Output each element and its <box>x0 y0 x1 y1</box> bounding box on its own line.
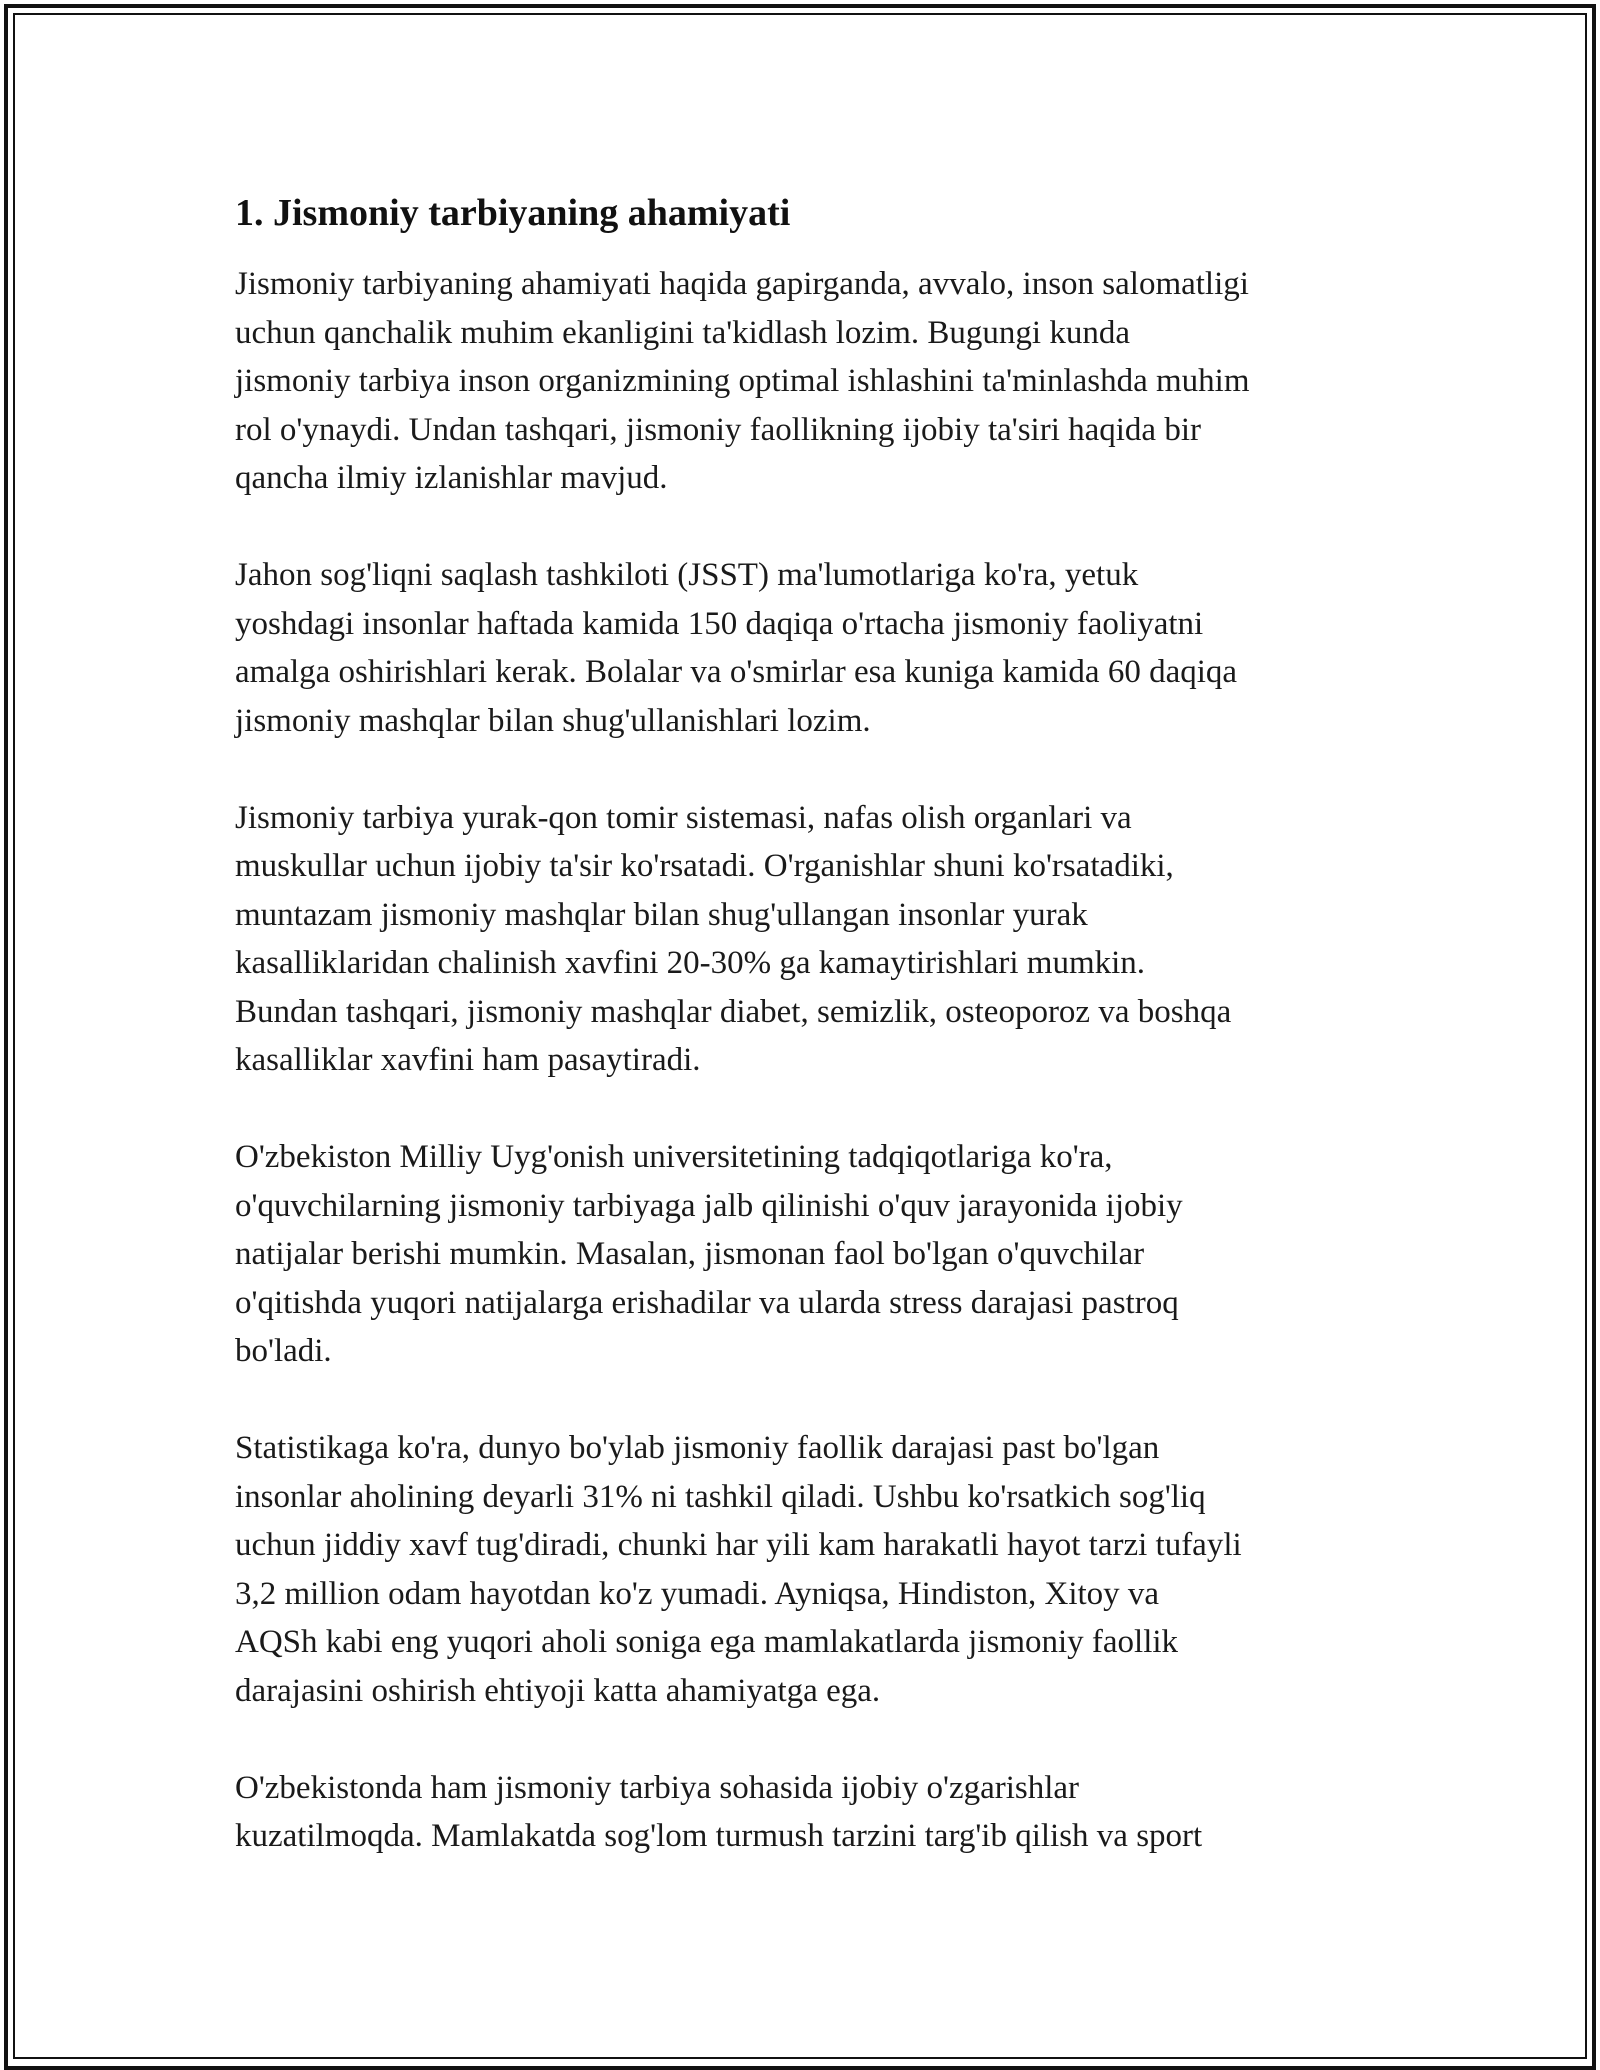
paragraph-5 <box>235 1424 1375 1715</box>
text-line: uchun qanchalik muhim ekanligini ta'kidlash lozim. Bugungi kunda <box>235 314 1130 351</box>
text-line: jismoniy tarbiya inson organizmining optimal ishlashini ta'minlashda muhim <box>235 363 1250 399</box>
text-line: yoshdagi insonlar haftada kamida 150 daqiqa o'rtacha jismoniy faoliyatni <box>235 605 1204 642</box>
paragraph-1 <box>235 260 1375 503</box>
text-line: muntazam jismoniy mashqlar bilan shug'ullangan insonlar yurak <box>235 896 1088 933</box>
text-line: O'zbekistonda ham jismoniy tarbiya sohasida ijobiy o'zgarishlar <box>235 1769 1080 1806</box>
text-line: Jahon sog'liqni saqlash tashkiloti (JSST) ma'lumotlariga ko'ra, yetuk <box>235 557 1139 593</box>
text-line: insonlar aholining deyarli 31% ni tashkil qiladi. Ushbu ko'rsatkich sog'liq <box>235 1478 1206 1515</box>
text-line: amalga oshirishlari kerak. Bolalar va o'smirlar esa kuniga kamida 60 daqiqa <box>235 654 1238 690</box>
text-line: kuzatilmoqda. Mamlakatda sog'lom turmush tarzini targ'ib qilish va sport <box>235 1818 1203 1854</box>
text-line: Jismoniy tarbiya yurak-qon tomir sistemasi, nafas olish organlari va <box>235 799 1132 836</box>
text-line: uchun jiddiy xavf tug'diradi, chunki har yili kam harakatli hayot tarzi tufayli <box>235 1527 1242 1563</box>
text-line: qancha ilmiy izlanishlar mavjud. <box>235 460 668 496</box>
paragraph-4 <box>235 1133 1375 1376</box>
text-line: muskullar uchun ijobiy ta'sir ko'rsatadi. O'rganishlar shuni ko'rsatadiki, <box>235 848 1174 884</box>
paragraph-6 <box>235 1764 1375 1861</box>
text-line: natijalar berishi mumkin. Masalan, jismonan faol bo'lgan o'quvchilar <box>235 1236 1145 1272</box>
text-line: 3,2 million odam hayotdan ko'z yumadi. Ayniqsa, Hindiston, Xitoy va <box>235 1575 1160 1612</box>
text-line: AQSh kabi eng yuqori aholi soniga ega mamlakatlarda jismoniy faollik <box>235 1624 1179 1660</box>
document-body <box>235 188 1375 1909</box>
text-line: rol o'ynaydi. Undan tashqari, jismoniy faollikning ijobiy ta'siri haqida bir <box>235 411 1201 448</box>
text-line: Bundan tashqari, jismoniy mashqlar diabet, semizlik, osteoporoz va boshqa <box>235 993 1232 1030</box>
paragraph-2 <box>235 551 1375 745</box>
section-heading: 1. Jismoniy tarbiyaning ahamiyati <box>235 192 791 234</box>
text-line: o'qitishda yuqori natijalarga erishadilar va ularda stress darajasi pastroq <box>235 1284 1179 1321</box>
text-line: kasalliklaridan chalinish xavfini 20-30% ga kamaytirishlari mumkin. <box>235 945 1146 981</box>
text-line: bo'ladi. <box>235 1333 332 1369</box>
text-line: darajasini oshirish ehtiyoji katta ahamiyatga ega. <box>235 1672 881 1709</box>
text-line: Jismoniy tarbiyaning ahamiyati haqida gapirganda, avvalo, inson salomatligi <box>235 266 1249 302</box>
text-line: Statistikaga ko'ra, dunyo bo'ylab jismoniy faollik darajasi past bo'lgan <box>235 1430 1160 1466</box>
text-line: kasalliklar xavfini ham pasaytiradi. <box>235 1042 701 1078</box>
text-line: jismoniy mashqlar bilan shug'ullanishlari lozim. <box>235 702 871 739</box>
text-line: O'zbekiston Milliy Uyg'onish universitetining tadqiqotlariga ko'ra, <box>235 1139 1113 1175</box>
paragraph-3 <box>235 794 1375 1085</box>
text-line: o'quvchilarning jismoniy tarbiyaga jalb qilinishi o'quv jarayonida ijobiy <box>235 1187 1183 1224</box>
